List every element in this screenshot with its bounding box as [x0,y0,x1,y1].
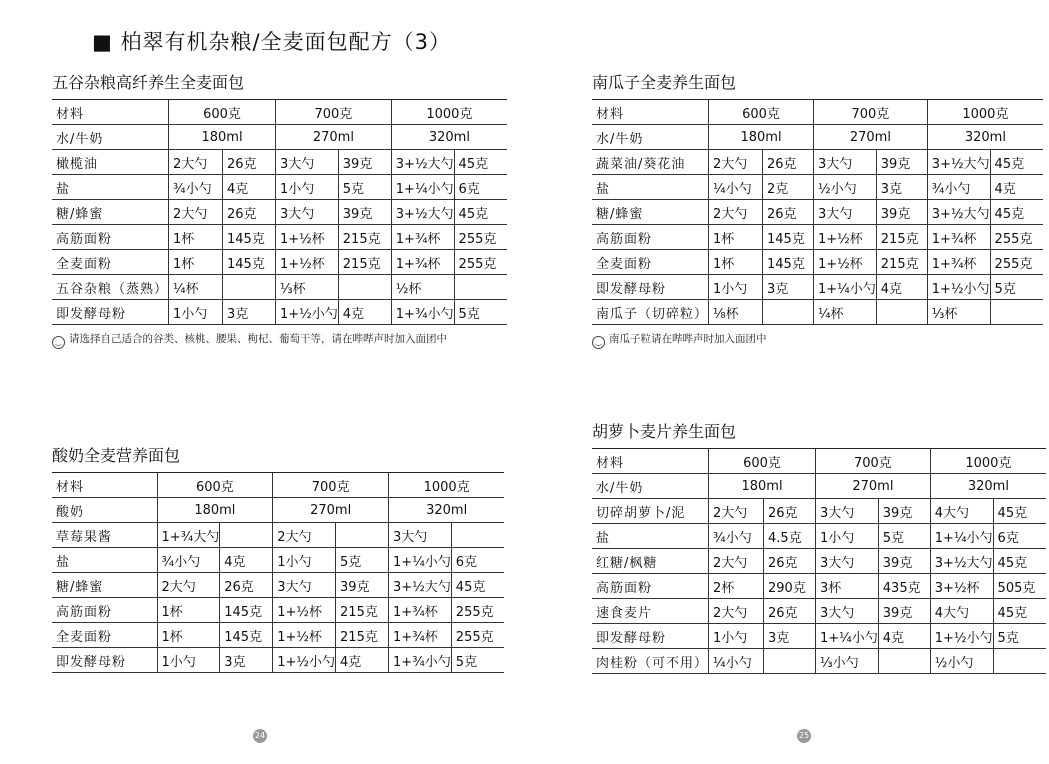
page-title: ■ 柏翠有机杂粮/全麦面包配方（3） [92,30,451,54]
amount-cell: 4大勺 [930,599,993,624]
amount-cell: 5克 [454,300,507,325]
amount-cell: 2克 [763,175,814,200]
ingredient-row [592,624,1046,649]
amount-cell: 4克 [338,300,391,325]
amount-cell: 3克 [764,624,816,649]
amount-cell: 3大勺 [276,150,339,175]
amount-cell: 145克 [763,250,814,275]
recipe-whole-grain-fiber [52,72,507,349]
recipe-table [52,99,507,325]
row-label: 材料 [592,449,709,474]
ingredient-name: 蔬菜油/葵花油 [592,150,709,175]
ingredient-row [52,175,507,200]
amount-cell: 1杯 [157,623,220,648]
amount-cell: 3大勺 [814,150,877,175]
amount-cell: 6克 [451,548,504,573]
size-cell: 600克 [169,100,276,125]
amount-cell: 1+½小勺 [927,275,990,300]
recipe-title: 胡萝卜麦片养生面包 [592,422,737,441]
ingredient-row [592,574,1046,599]
amount-cell: 3克 [223,300,276,325]
page-number-right: 25 [797,729,811,743]
amount-cell: 3大勺 [816,499,879,524]
ingredient-row [592,275,1043,300]
amount-cell [336,523,389,548]
size-cell: 320ml [391,125,507,150]
ingredient-row [52,150,507,175]
amount-cell: 255克 [990,225,1043,250]
amount-cell: 1+¾杯 [927,250,990,275]
ingredient-row [52,648,504,673]
amount-cell: 2大勺 [273,523,336,548]
ingredient-name: 草莓果酱 [52,523,157,548]
ingredient-name: 切碎胡萝卜/泥 [592,499,709,524]
ingredient-row [52,250,507,275]
amount-cell: 3大勺 [276,200,339,225]
amount-cell: 5克 [878,524,930,549]
amount-cell: 1+½杯 [814,225,877,250]
ingredient-name: 糖/蜂蜜 [52,200,169,225]
amount-cell: 255克 [454,225,507,250]
amount-cell: 5克 [993,624,1046,649]
amount-cell: 4克 [223,175,276,200]
amount-cell: 4克 [876,275,927,300]
amount-cell: 3杯 [816,574,879,599]
amount-cell [220,523,273,548]
size-cell: 700克 [816,449,931,474]
amount-cell: 26克 [763,150,814,175]
amount-cell [223,275,276,300]
ingredient-name: 高筋面粉 [592,574,709,599]
amount-cell: 1+½杯 [273,598,336,623]
amount-cell: 1+¾小勺 [389,648,452,673]
ingredient-row [52,573,504,598]
ingredient-row [592,549,1046,574]
amount-cell: 26克 [764,599,816,624]
amount-cell: 45克 [993,499,1046,524]
size-cell: 270ml [814,125,928,150]
amount-cell: 39克 [878,549,930,574]
amount-cell: 45克 [454,150,507,175]
recipe-title: 酸奶全麦营养面包 [52,446,181,465]
ingredient-name: 高筋面粉 [592,225,709,250]
amount-cell: 1+¾大勺 [157,523,220,548]
amount-cell: ¾小勺 [709,524,764,549]
amount-cell: 3大勺 [816,599,879,624]
row-label: 水/牛奶 [592,125,709,150]
recipe-title: 五谷杂粮高纤养生全麦面包 [52,73,245,92]
amount-cell: 1小勺 [709,624,764,649]
amount-cell: ½小勺 [930,649,993,674]
amount-cell: 1小勺 [169,300,223,325]
amount-cell: 1小勺 [157,648,220,673]
amount-cell: 1+½小勺 [276,300,339,325]
recipe-pumpkin-seed [592,72,1043,349]
amount-cell: 215克 [338,250,391,275]
row-label: 水/牛奶 [592,474,709,499]
amount-cell: 4克 [336,648,389,673]
ingredient-name: 橄榄油 [52,150,169,175]
amount-cell: 145克 [220,598,273,623]
row-label: 材料 [52,473,157,498]
size-cell: 180ml [709,125,814,150]
amount-cell: 1小勺 [273,548,336,573]
amount-cell [763,300,814,325]
row-label: 材料 [52,100,169,125]
amount-cell: 5克 [336,548,389,573]
amount-cell: 255克 [990,250,1043,275]
amount-cell: ¾小勺 [157,548,220,573]
amount-cell: 1小勺 [816,524,879,549]
row-label: 材料 [592,100,709,125]
amount-cell: 2大勺 [169,150,223,175]
size-cell: 180ml [169,125,276,150]
amount-cell: 26克 [223,200,276,225]
amount-cell: 45克 [451,573,504,598]
amount-cell: 145克 [763,225,814,250]
amount-cell: 145克 [223,225,276,250]
ingredient-row [52,225,507,250]
amount-cell: 2大勺 [709,599,764,624]
amount-cell: 3+½大勺 [391,150,454,175]
amount-cell: 2杯 [709,574,764,599]
amount-cell: 215克 [338,225,391,250]
page-number-left: 24 [253,729,267,743]
liquid-row [592,474,1046,499]
ingredient-row [592,150,1043,175]
amount-cell [454,275,507,300]
ingredient-row [52,300,507,325]
amount-cell: 3大勺 [389,523,452,548]
ingredient-name: 即发酵母粉 [52,648,157,673]
amount-cell: ¼杯 [814,300,877,325]
ingredient-row [52,523,504,548]
amount-cell: 39克 [878,499,930,524]
ingredient-row [592,524,1046,549]
amount-cell [990,300,1043,325]
ingredient-name: 全麦面粉 [52,623,157,648]
amount-cell: 1小勺 [276,175,339,200]
amount-cell: 255克 [451,598,504,623]
amount-cell [878,649,930,674]
amount-cell: ½杯 [391,275,454,300]
amount-cell: 1+¼小勺 [391,175,454,200]
ingredient-row [592,300,1043,325]
size-cell: 600克 [709,100,814,125]
ingredient-row [592,599,1046,624]
liquid-row [52,125,507,150]
ingredient-name: 红糖/枫糖 [592,549,709,574]
amount-cell: 6克 [454,175,507,200]
recipe-yogurt [52,445,504,673]
amount-cell: 435克 [878,574,930,599]
amount-cell: 1+½杯 [276,225,339,250]
size-cell: 270ml [276,125,392,150]
amount-cell: 5克 [338,175,391,200]
amount-cell: 39克 [876,150,927,175]
recipe-table [592,99,1043,325]
smile-icon: ‿ [52,336,65,349]
header-row [52,473,504,498]
amount-cell: ¼杯 [169,275,223,300]
row-label: 水/牛奶 [52,125,169,150]
amount-cell: 1小勺 [709,275,763,300]
amount-cell: 4克 [220,548,273,573]
amount-cell: ¾小勺 [927,175,990,200]
amount-cell: 45克 [990,150,1043,175]
recipe-carrot-oat [592,421,1046,674]
size-cell: 180ml [709,474,816,499]
ingredient-name: 即发酵母粉 [592,624,709,649]
amount-cell: 45克 [993,599,1046,624]
size-cell: 700克 [273,473,389,498]
ingredient-name: 速食麦片 [592,599,709,624]
size-cell: 270ml [816,474,931,499]
ingredient-row [52,623,504,648]
amount-cell: 3克 [763,275,814,300]
amount-cell: 39克 [338,150,391,175]
amount-cell: 3大勺 [273,573,336,598]
amount-cell: 1+¾小勺 [391,300,454,325]
amount-cell: 5克 [451,648,504,673]
amount-cell [993,649,1046,674]
ingredient-name: 高筋面粉 [52,598,157,623]
amount-cell: 26克 [764,549,816,574]
size-cell: 1000克 [391,100,507,125]
ingredient-row [52,598,504,623]
amount-cell [764,649,816,674]
amount-cell: 2大勺 [709,549,764,574]
amount-cell: 145克 [220,623,273,648]
amount-cell: 1+¼小勺 [814,275,877,300]
row-label: 酸奶 [52,498,157,523]
recipe-title: 南瓜子全麦养生面包 [592,73,737,92]
amount-cell: 2大勺 [709,150,763,175]
amount-cell: 215克 [876,225,927,250]
note-text: 请选择自己适合的谷类、核桃、腰果、枸杞、葡萄干等，请在哔哔声时加入面团中 [69,333,447,345]
ingredient-name: 盐 [592,524,709,549]
size-cell: 700克 [814,100,928,125]
amount-cell: 2大勺 [157,573,220,598]
amount-cell: 3+½大勺 [391,200,454,225]
ingredient-row [52,200,507,225]
size-cell: 320ml [389,498,505,523]
amount-cell: 4克 [878,624,930,649]
ingredient-row [52,275,507,300]
amount-cell [876,300,927,325]
amount-cell: 505克 [993,574,1046,599]
amount-cell: 2大勺 [169,200,223,225]
ingredient-name: 糖/蜂蜜 [592,200,709,225]
amount-cell: 39克 [878,599,930,624]
recipe-note [592,331,1043,349]
amount-cell: ⅓杯 [276,275,339,300]
header-row [52,100,507,125]
amount-cell: 4.5克 [764,524,816,549]
amount-cell: 3大勺 [816,549,879,574]
ingredient-name: 肉桂粉（可不用） [592,649,709,674]
ingredient-row [592,175,1043,200]
amount-cell: 3+½大勺 [389,573,452,598]
amount-cell: ⅛杯 [709,300,763,325]
ingredient-name: 盐 [592,175,709,200]
amount-cell: 3+½大勺 [930,549,993,574]
amount-cell: ¼小勺 [709,649,764,674]
amount-cell: ½小勺 [814,175,877,200]
amount-cell: 1+¾杯 [389,598,452,623]
amount-cell: 4克 [990,175,1043,200]
amount-cell: 1杯 [157,598,220,623]
amount-cell: 1+½小勺 [930,624,993,649]
amount-cell: 3+½大勺 [927,150,990,175]
amount-cell: 45克 [454,200,507,225]
size-cell: 700克 [276,100,392,125]
amount-cell: 1+¼小勺 [389,548,452,573]
amount-cell: 1+¼小勺 [930,524,993,549]
amount-cell: 215克 [336,623,389,648]
amount-cell: 145克 [223,250,276,275]
amount-cell: 2大勺 [709,499,764,524]
amount-cell: 215克 [336,598,389,623]
amount-cell: 2大勺 [709,200,763,225]
amount-cell: 45克 [990,200,1043,225]
amount-cell: 26克 [763,200,814,225]
ingredient-name: 南瓜子（切碎粒） [592,300,709,325]
amount-cell: 39克 [876,200,927,225]
ingredient-name: 全麦面粉 [52,250,169,275]
amount-cell: 1+¾杯 [389,623,452,648]
amount-cell: 1杯 [169,225,223,250]
size-cell: 600克 [157,473,273,498]
size-cell: 1000克 [930,449,1046,474]
ingredient-row [52,548,504,573]
ingredient-name: 高筋面粉 [52,225,169,250]
amount-cell: 39克 [338,200,391,225]
amount-cell: 290克 [764,574,816,599]
amount-cell: 255克 [451,623,504,648]
ingredient-name: 盐 [52,548,157,573]
amount-cell: 1杯 [709,225,763,250]
amount-cell: 1+¼小勺 [816,624,879,649]
amount-cell: ¼小勺 [709,175,763,200]
size-cell: 600克 [709,449,816,474]
liquid-row [592,125,1043,150]
size-cell: 1000克 [927,100,1043,125]
amount-cell: 3克 [876,175,927,200]
amount-cell [338,275,391,300]
amount-cell: ¾小勺 [169,175,223,200]
amount-cell: 26克 [764,499,816,524]
amount-cell: 26克 [220,573,273,598]
recipe-table [52,472,504,673]
smile-icon: ‿ [592,336,605,349]
amount-cell: 39克 [336,573,389,598]
amount-cell: 3+½杯 [930,574,993,599]
amount-cell: 4大勺 [930,499,993,524]
liquid-row [52,498,504,523]
ingredient-name: 即发酵母粉 [52,300,169,325]
amount-cell: 6克 [993,524,1046,549]
ingredient-row [592,250,1043,275]
amount-cell: 5克 [990,275,1043,300]
size-cell: 320ml [930,474,1046,499]
amount-cell: 1+¾杯 [927,225,990,250]
note-text: 南瓜子粒请在哔哔声时加入面团中 [609,333,767,345]
ingredient-row [592,200,1043,225]
size-cell: 270ml [273,498,389,523]
amount-cell: 1+¾杯 [391,250,454,275]
amount-cell: 26克 [223,150,276,175]
ingredient-row [592,499,1046,524]
amount-cell: 1+½小勺 [273,648,336,673]
ingredient-name: 盐 [52,175,169,200]
ingredient-name: 五谷杂粮（蒸熟） [52,275,169,300]
amount-cell: 1+½杯 [273,623,336,648]
recipe-note [52,331,507,349]
amount-cell: 3克 [220,648,273,673]
ingredient-name: 糖/蜂蜜 [52,573,157,598]
size-cell: 1000克 [389,473,505,498]
amount-cell: 255克 [454,250,507,275]
amount-cell: 1+¾杯 [391,225,454,250]
amount-cell [451,523,504,548]
amount-cell: 1杯 [169,250,223,275]
ingredient-name: 即发酵母粉 [592,275,709,300]
ingredient-name: 全麦面粉 [592,250,709,275]
amount-cell: 3大勺 [814,200,877,225]
recipe-table [592,448,1046,674]
amount-cell: 215克 [876,250,927,275]
size-cell: 180ml [157,498,273,523]
size-cell: 320ml [927,125,1043,150]
amount-cell: 1+½杯 [814,250,877,275]
amount-cell: 1+½杯 [276,250,339,275]
amount-cell: 1杯 [709,250,763,275]
amount-cell: ⅓小勺 [816,649,879,674]
amount-cell: 3+½大勺 [927,200,990,225]
ingredient-row [592,649,1046,674]
header-row [592,100,1043,125]
amount-cell: ⅓杯 [927,300,990,325]
header-row [592,449,1046,474]
amount-cell: 45克 [993,549,1046,574]
ingredient-row [592,225,1043,250]
